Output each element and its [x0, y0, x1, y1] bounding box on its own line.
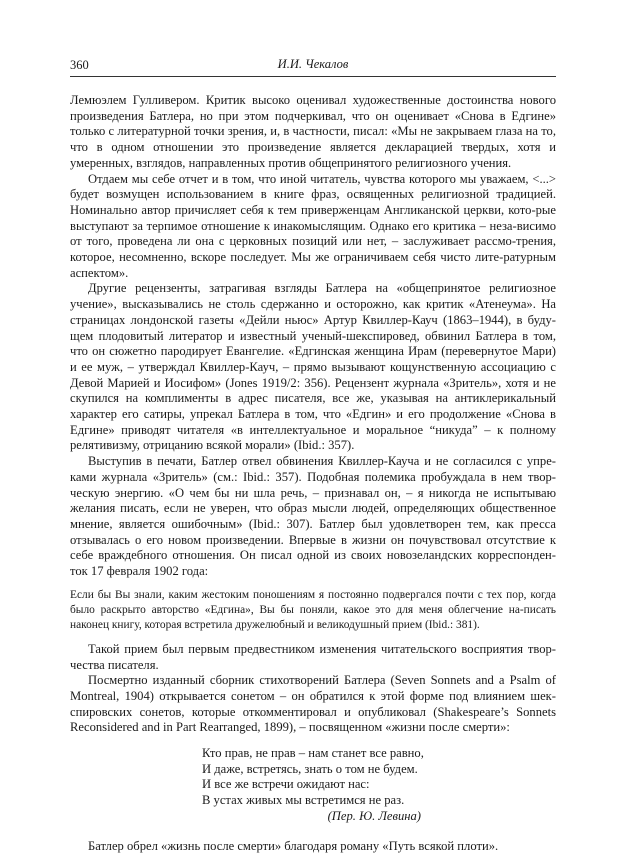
page-number: 360 — [70, 58, 89, 72]
paragraph: Такой прием был первым предвестником изменения читательского восприятия твор-чества писателя. — [70, 641, 556, 672]
running-title: И.И. Чекалов — [277, 57, 349, 71]
paragraph: Выступив в печати, Батлер отвел обвинения Квиллер-Кауча и не согласился с упре-ками журнала «Зритель» (см.: Ibid.: 357). Подобная полемика пробуждала в нем твор-ческую энергию. «О чем бы ни шла речь, – признавал он, – я никогда не испытываю желания писать, если не уверен, что образ мысли людей, определяющих общественное мнение, является ошибочным» (Ibid.: 307). Батлер был удовлетворен тем, как пресса отзывалась о его новом произведении. Впервые в жизни он почувствовал отсутствие к себе враждебного отношения. Он писал одной из своих новозеландских корреспонден-ток 17 февраля 1902 года: — [70, 454, 556, 579]
poem — [202, 746, 556, 825]
paragraph: Другие рецензенты, затрагивая взгляды Батлера на «общепринятое религиозное учение», высказывались не столь сдержанно и осторожно, как критик «Атенеума». На страницах лондонской газеты «Дейли ньюс» Артур Квиллер-Кауч (1863–1944), в буду-щем плодовитый литератор и известный ученый-шекспировед, обвинил Батлера в том, что он сюжетно пародирует Евангелие. «Едгинская женщина Ирам (перевернутое Мари) и ее муж, – утверждал Квиллер-Кауч, – прямо вызывают кощунственную ассоциацию с Девой Марией и Иосифом» (Jones 1919/2: 356). Рецензент журнала «Зритель», хотя и не скупился на комплименты в адрес писателя, все же, указывая на антиклерикальный характер его сатиры, упрекал Батлера в том, что «Едгин» и его продолжение «Снова в Едгине» приводят читателя «в интеллектуальное и моральное “никуда” – к полному релятивизму, отрицанию всякой морали» (Ibid.: 357). — [70, 281, 556, 453]
poem-line: И все же встречи ожидают нас: — [202, 777, 370, 792]
closing-paragraph: Батлер обрел «жизнь после смерти» благодаря роману «Путь всякой плоти». — [88, 838, 499, 853]
paragraph: Лемюэлем Гулливером. Критик высоко оценивал художественные достоинства нового произведения Батлера, но при этом подчеркивал, что он оценивает «Снова в Едгине» только с литературной точки зрения, и, в частности, писал: «Мы не закрываем глаза на то, что в одном отношении это произведение является декларацией твердых, хотя и умеренных, взглядов, направленных против общепринятого религиозного учения. — [70, 93, 556, 170]
page-header — [70, 56, 556, 77]
poem-translator-credit: (Пер. Ю. Левина) — [327, 808, 421, 823]
paragraph: Посмертно изданный сборник стихотворений Батлера (Seven Sonnets and a Psalm of Montreal, 1904) открывается сонетом – он обратился к этой форме под влиянием шек-спировских сонетов, которые откомментировал и опубликовал (Shakespeare’s Sonnets Reconsidered and in Part Rearranged, 1899), – посвященном «жизни после смерти»: — [70, 673, 556, 735]
poem-line: Кто прав, не прав – нам станет все равно, — [202, 746, 424, 761]
page-body — [70, 93, 556, 854]
paragraph: Отдаем мы себе отчет и в том, что иной читатель, чувства которого мы уважаем, <...> будет возмущен использованием в книге фраз, освященных религиозной традицией. Номинально автор причисляет себя к тем приверженцам Англиканской церкви, кото-рые выступают за терпимое отношение к инакомыслящим. Однако его критика – неза-висимо от того, проведена ли она с церковных позиций или нет, – заслуживает рассмо-трения, которое, несомненно, вскоре последует. Мы же ограничиваем себя чисто лите-ратурным аспектом». — [70, 171, 556, 280]
poem-line: И даже, встретясь, знать о том не будем. — [202, 761, 418, 776]
poem-line: В устах живых мы встретимся не раз. — [202, 793, 405, 808]
block-quote: Если бы Вы знали, каким жестоким поношениям я постоянно подвергался почти с тех пор, когда было раскрыто авторство «Едгина», Вы бы поняли, какое это для меня облегчение на-писать наконец книгу, которая встретила дружелюбный и великодушный прием (Ibid.: 381). — [70, 588, 556, 631]
